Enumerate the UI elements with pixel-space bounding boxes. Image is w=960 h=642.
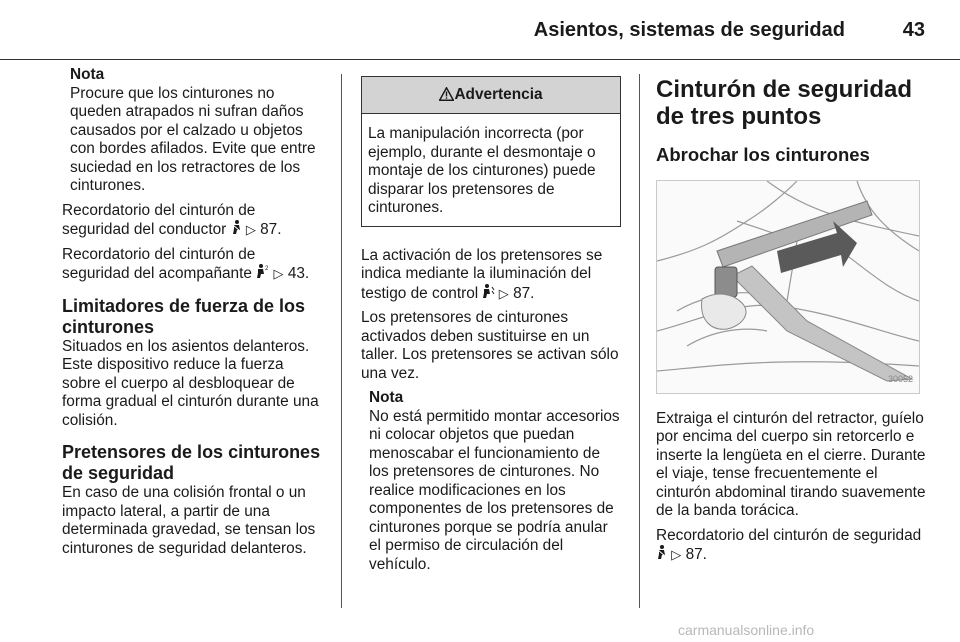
note-block (361, 389, 621, 574)
right-column (656, 76, 926, 571)
svg-text:2: 2 (265, 266, 269, 272)
reminder-ref: 87. (685, 546, 707, 563)
reference-arrow-icon: ▷ (671, 547, 682, 562)
reference-arrow-icon: ▷ (273, 266, 284, 281)
seatbelt-driver-icon (656, 545, 667, 559)
page-number: 43 (902, 19, 925, 41)
watermark: carmanualsonline.info (678, 622, 815, 638)
warning-text: La manipulación incorrecta (por ejemplo, durante el desmontaje o montaje de los cinturones) puede disparar los pretensores de cinturones. (368, 125, 596, 216)
note-title: Nota (70, 66, 105, 83)
section-heading: Cinturón de seguridad de tres puntos (656, 76, 913, 130)
activation-paragraph (361, 247, 621, 304)
pretensioners-text: En caso de una colisión frontal o un impacto lateral, a partir de una determinada gravedad, se tensan los cinturones de seguridad delanteros. (62, 484, 316, 557)
section-subheading: Abrochar los cinturones (656, 144, 870, 165)
left-column (62, 66, 324, 564)
reminder-driver-text: Recordatorio del cinturón de seguridad del conductor (62, 201, 256, 238)
column-divider-1 (341, 74, 342, 608)
note-block (62, 66, 324, 196)
note-text: No está permitido montar accesorios ni colocar objetos que puedan menoscabar el funcionamiento de los pretensores de cinturones. No realice modificaciones en los componentes de los pretensores de cinturones porque se podría anular el permiso de circulación del vehículo. (369, 407, 620, 573)
seatbelt-driver-icon (231, 220, 242, 234)
reminder-paragraph (656, 527, 926, 565)
middle-column (361, 76, 621, 580)
reminder-passenger-text: Recordatorio del cinturón de seguridad del acompañante (62, 245, 256, 282)
fasten-text: Extraiga el cinturón del retractor, guíelo por encima del cuerpo sin retorcerlo e inserte la lengüeta en el cierre. Durante el viaje, tense frecuentemente el cinturón abdominal tirando suavemente de la banda torácica. (656, 409, 926, 519)
warning-box (361, 76, 621, 227)
running-header-title: Asientos, sistemas de seguridad (533, 19, 845, 41)
reminder-passenger-ref: 43. (287, 265, 310, 282)
seatbelt-fastening-illustration-icon (657, 181, 919, 393)
reminder-driver-ref: 87. (260, 221, 282, 238)
warning-header (362, 77, 620, 114)
figure-number: 30052 (887, 374, 913, 384)
seatbelt-illustration (656, 180, 920, 394)
reference-arrow-icon: ▷ (498, 285, 509, 301)
header-rule (0, 59, 960, 60)
note-title: Nota (369, 389, 404, 406)
reminder-passenger (62, 246, 324, 284)
pretensioners-heading: Pretensores de los cinturones de seguridad (62, 442, 321, 483)
replace-text: Los pretensores de cinturones activados deben sustituirse en un taller. Los pretensores se activan sólo una vez. (361, 309, 619, 382)
reminder-driver (62, 202, 324, 240)
limiters-text: Situados en los asientos delanteros. Este dispositivo reduce la fuerza sobre el cuerpo al desbloquear de forma gradual el cinturón durante una colisión. (62, 337, 319, 429)
warning-triangle-icon (439, 87, 454, 101)
column-divider-2 (639, 74, 640, 608)
activation-text: La activación de los pretensores se indica mediante la iluminación del testigo de control (361, 246, 603, 302)
warning-title: Advertencia (454, 86, 543, 103)
seatbelt-passenger-icon (256, 264, 269, 278)
reminder-text: Recordatorio del cinturón de seguridad (656, 526, 922, 544)
activation-ref: 87. (513, 284, 535, 302)
limiters-heading: Limitadores de fuerza de los cinturones (62, 295, 306, 337)
note-text: Procure que los cinturones no queden atrapados ni sufran daños causados por el calzado u objetos con bordes afilados. Evite que entre suciedad en los retractores de los cinturones. (70, 84, 316, 194)
reference-arrow-icon: ▷ (245, 222, 256, 237)
pretensioner-warning-lamp-icon (483, 284, 495, 298)
